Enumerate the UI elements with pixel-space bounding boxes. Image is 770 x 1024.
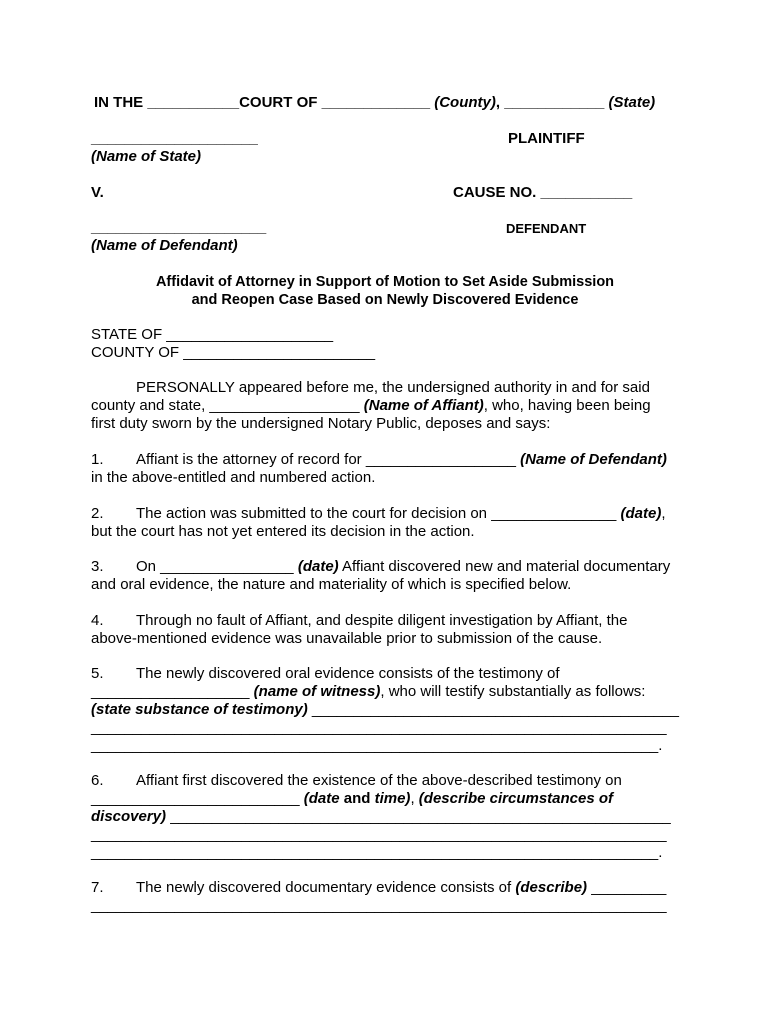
state-placeholder: (State)	[608, 94, 656, 111]
venue-state: STATE OF ____________________	[91, 326, 334, 343]
intro-line1: PERSONALLY appeared before me, the undersigned authority in and for said	[136, 379, 650, 396]
intro-line3: first duty sworn by the undersigned Notary Public, deposes and says:	[91, 415, 551, 432]
item-3-text-rest: Affiant discovered new and material documentary	[338, 558, 671, 575]
item-6-line2	[91, 790, 613, 808]
item-6-blank: _________________________	[91, 790, 304, 807]
county-placeholder: (County)	[434, 94, 496, 111]
item-6-and: and	[339, 790, 375, 807]
item-6-discovery: discovery)	[91, 808, 167, 825]
item-5-line1: The newly discovered oral evidence consists of the testimony of	[136, 665, 560, 682]
document-title-line2: and Reopen Case Based on Newly Discovered Evidence	[191, 292, 579, 308]
item-6-number: 6.	[91, 772, 104, 789]
item-6-line3	[91, 808, 671, 826]
item-6-comma: ,	[410, 790, 419, 807]
item-7-text: The newly discovered documentary evidence consists of	[136, 879, 516, 896]
item-1-text: Affiant is the attorney of record for __________________	[136, 451, 521, 468]
item-5-blank: ___________________	[91, 683, 254, 700]
item-7-blank: _________	[587, 879, 667, 896]
venue-county: COUNTY OF _______________________	[91, 344, 376, 361]
item-3-line1	[136, 558, 670, 576]
court-line-text: IN THE ___________COURT OF _____________	[94, 94, 435, 111]
item-3-line2: and oral evidence, the nature and materiality of which is specified below.	[91, 576, 572, 593]
item-2-text: The action was submitted to the court for decision on _______________	[136, 505, 621, 522]
item-6-describe: (describe circumstances of	[418, 790, 614, 807]
item-1-line2: in the above-entitled and numbered action.	[91, 469, 376, 486]
item-5-line5: ____________________________________________________________________.	[91, 737, 663, 754]
item-2-line1	[136, 505, 666, 523]
item-2-number: 2.	[91, 505, 104, 522]
item-5-testify-text: , who will testify substantially as follows:	[380, 683, 646, 700]
item-5-blank-line3: ____________________________________________	[307, 701, 679, 718]
intro-county-text: county and state, __________________	[91, 397, 364, 414]
intro-who-text: , who, having been being	[483, 397, 651, 414]
defendant-label: DEFENDANT	[506, 221, 587, 236]
item-7-line1	[136, 879, 666, 897]
item-5-line2	[91, 683, 645, 701]
item-2-comma: ,	[661, 505, 666, 522]
item-2-line2: but the court has not yet entered its decision in the action.	[91, 523, 475, 540]
versus: V.	[91, 184, 104, 201]
intro-line2	[91, 397, 651, 415]
item-1-defendant: (Name of Defendant)	[520, 451, 667, 468]
item-3-date: (date)	[297, 558, 339, 575]
plaintiff-blank: ____________________	[91, 130, 258, 147]
name-of-state: (Name of State)	[91, 148, 202, 165]
item-5-substance: (state substance of testimony)	[91, 701, 308, 718]
item-6-line4: _____________________________________________________________________	[91, 826, 667, 843]
defendant-blank: _____________________	[91, 219, 267, 236]
item-1-line1	[136, 451, 667, 469]
item-6-line5: ____________________________________________________________________.	[91, 844, 663, 861]
document-title-line1: Affidavit of Attorney in Support of Motion to Set Aside Submission	[155, 274, 615, 290]
item-6-line1: Affiant first discovered the existence of the above-described testimony on	[136, 772, 622, 789]
item-5-witness: (name of witness)	[253, 683, 381, 700]
item-6-date: (date	[303, 790, 340, 807]
plaintiff-label: PLAINTIFF	[508, 130, 585, 147]
item-5-line4: _____________________________________________________________________	[91, 719, 667, 736]
item-5-number: 5.	[91, 665, 104, 682]
item-7-line2: _____________________________________________________________________	[91, 897, 667, 914]
item-3-text: On ________________	[136, 558, 298, 575]
cause-number: CAUSE NO. ___________	[453, 184, 633, 201]
court-line	[94, 94, 655, 112]
name-of-affiant: (Name of Affiant)	[363, 397, 484, 414]
item-4-number: 4.	[91, 612, 104, 629]
item-2-date: (date)	[620, 505, 662, 522]
item-6-time: time)	[374, 790, 411, 807]
item-4-line2: above-mentioned evidence was unavailable prior to submission of the cause.	[91, 630, 603, 647]
item-7-describe: (describe)	[515, 879, 588, 896]
item-3-number: 3.	[91, 558, 104, 575]
item-6-blank-line3: ____________________________________________________________	[166, 808, 671, 825]
item-1-number: 1.	[91, 451, 104, 468]
item-5-line3	[91, 701, 679, 719]
name-of-defendant: (Name of Defendant)	[91, 237, 238, 254]
item-7-number: 7.	[91, 879, 104, 896]
item-4-line1: Through no fault of Affiant, and despite diligent investigation by Affiant, the	[136, 612, 628, 629]
court-line-comma: , ____________	[495, 94, 609, 111]
